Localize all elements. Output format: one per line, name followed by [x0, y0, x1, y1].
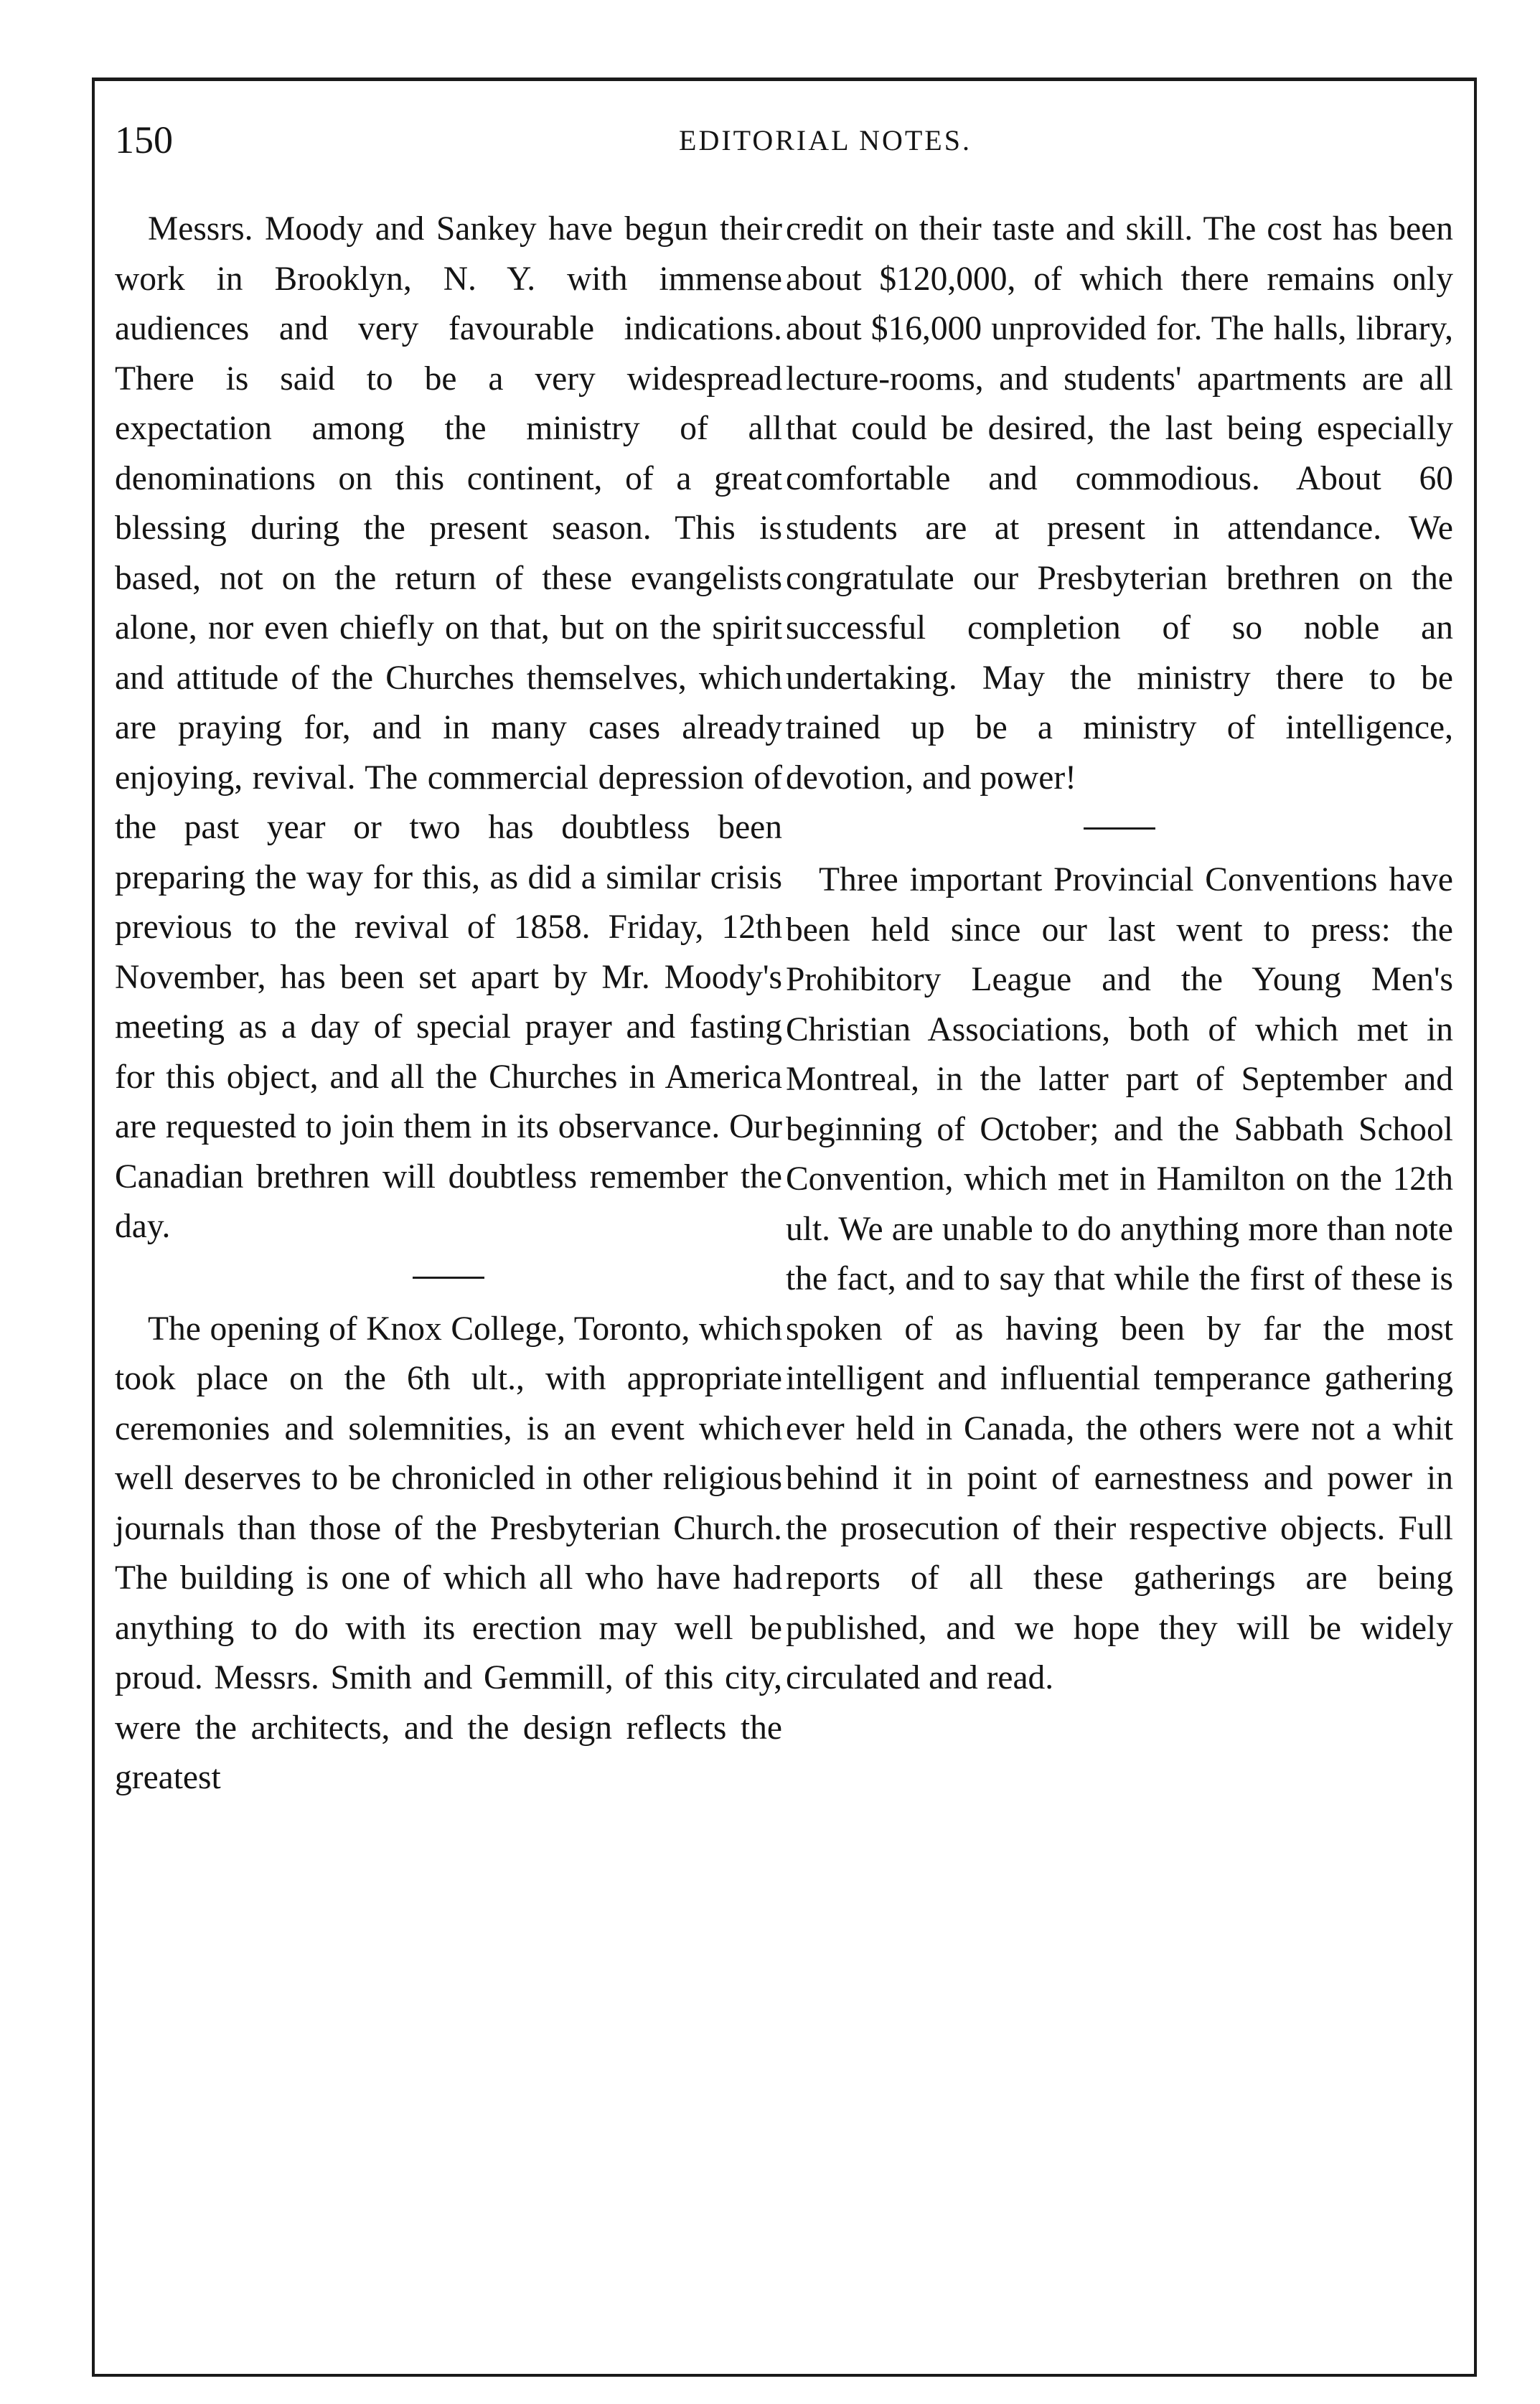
section-separator: [1084, 827, 1155, 830]
paragraph-moody-sankey: Messrs. Moody and Sankey have begun their work in Brooklyn, N. Y. with immense audiences and very favourable indications. There is said to be a very widespread expectation among the ministry of all denominations on this continent, of a great blessing during the present season. This is based, not on the return of these evangelists alone, nor even chiefly on that, but on the spirit and attitude of the Churches themselves, which are praying for, and in many cases already enjoying, revival. The commercial depression of the past year or two has doubtless been preparing the way for this, as did a similar crisis previous to the revival of 1858. Friday, 12th November, has been set apart by Mr. Moody's meeting as a day of special prayer and fasting for this object, and all the Churches in America are requested to join them in its observance. Our Canadian brethren will doubtless remember the day.: [115, 210, 782, 1245]
page-number: 150: [115, 118, 173, 161]
paragraph-knox-college-continued: credit on their taste and skill. The cost has been about $120,000, of which there remains only about $16,000 unprovided for. The halls, library, lecture-rooms, and students' apartments are all that could be desired, the last being especially comfortable and commodious. About 60 students are at present in attendance. We congratulate our Presbyterian brethren on the successful completion of so noble an undertaking. May the ministry there to be trained up be a ministry of intelligence, devotion, and power!: [786, 210, 1453, 797]
paragraph-knox-college: The opening of Knox College, Toronto, which took place on the 6th ult., with appropriate ceremonies and solemnities, is an event which well deserves to be chronicled in other religious journals than those of the Presbyterian Church. The building is one of which all who have had anything to do with its erection may well be proud. Messrs. Smith and Gemmill, of this city, were the architects, and the design reflects the greatest: [115, 1310, 782, 1796]
right-column: [786, 205, 1453, 1704]
running-head: EDITORIAL NOTES.: [679, 124, 972, 156]
paragraph-provincial-conventions: Three important Provincial Conventions have been held since our last went to press: the Prohibitory League and the Young Men's Christian Associations, both of which met in Montreal, in the latter part of September and beginning of October; and the Sabbath School Convention, which met in Hamilton on the 12th ult. We are unable to do anything more than note the fact, and to say that while the first of these is spoken of as having been by far the most intelligent and influential temperance gathering ever held in Canada, the others were not a whit behind it in point of earnestness and power in the prosecution of their respective objects. Full reports of all these gatherings are being published, and we hope they will be widely circulated and read.: [786, 861, 1453, 1696]
page-header: [115, 115, 1464, 165]
top-rule: [92, 78, 1477, 81]
section-separator: [413, 1277, 484, 1279]
right-border: [1474, 78, 1477, 2377]
bottom-rule: [92, 2374, 1477, 2377]
left-column: [115, 205, 782, 1803]
left-border: [92, 78, 95, 2377]
